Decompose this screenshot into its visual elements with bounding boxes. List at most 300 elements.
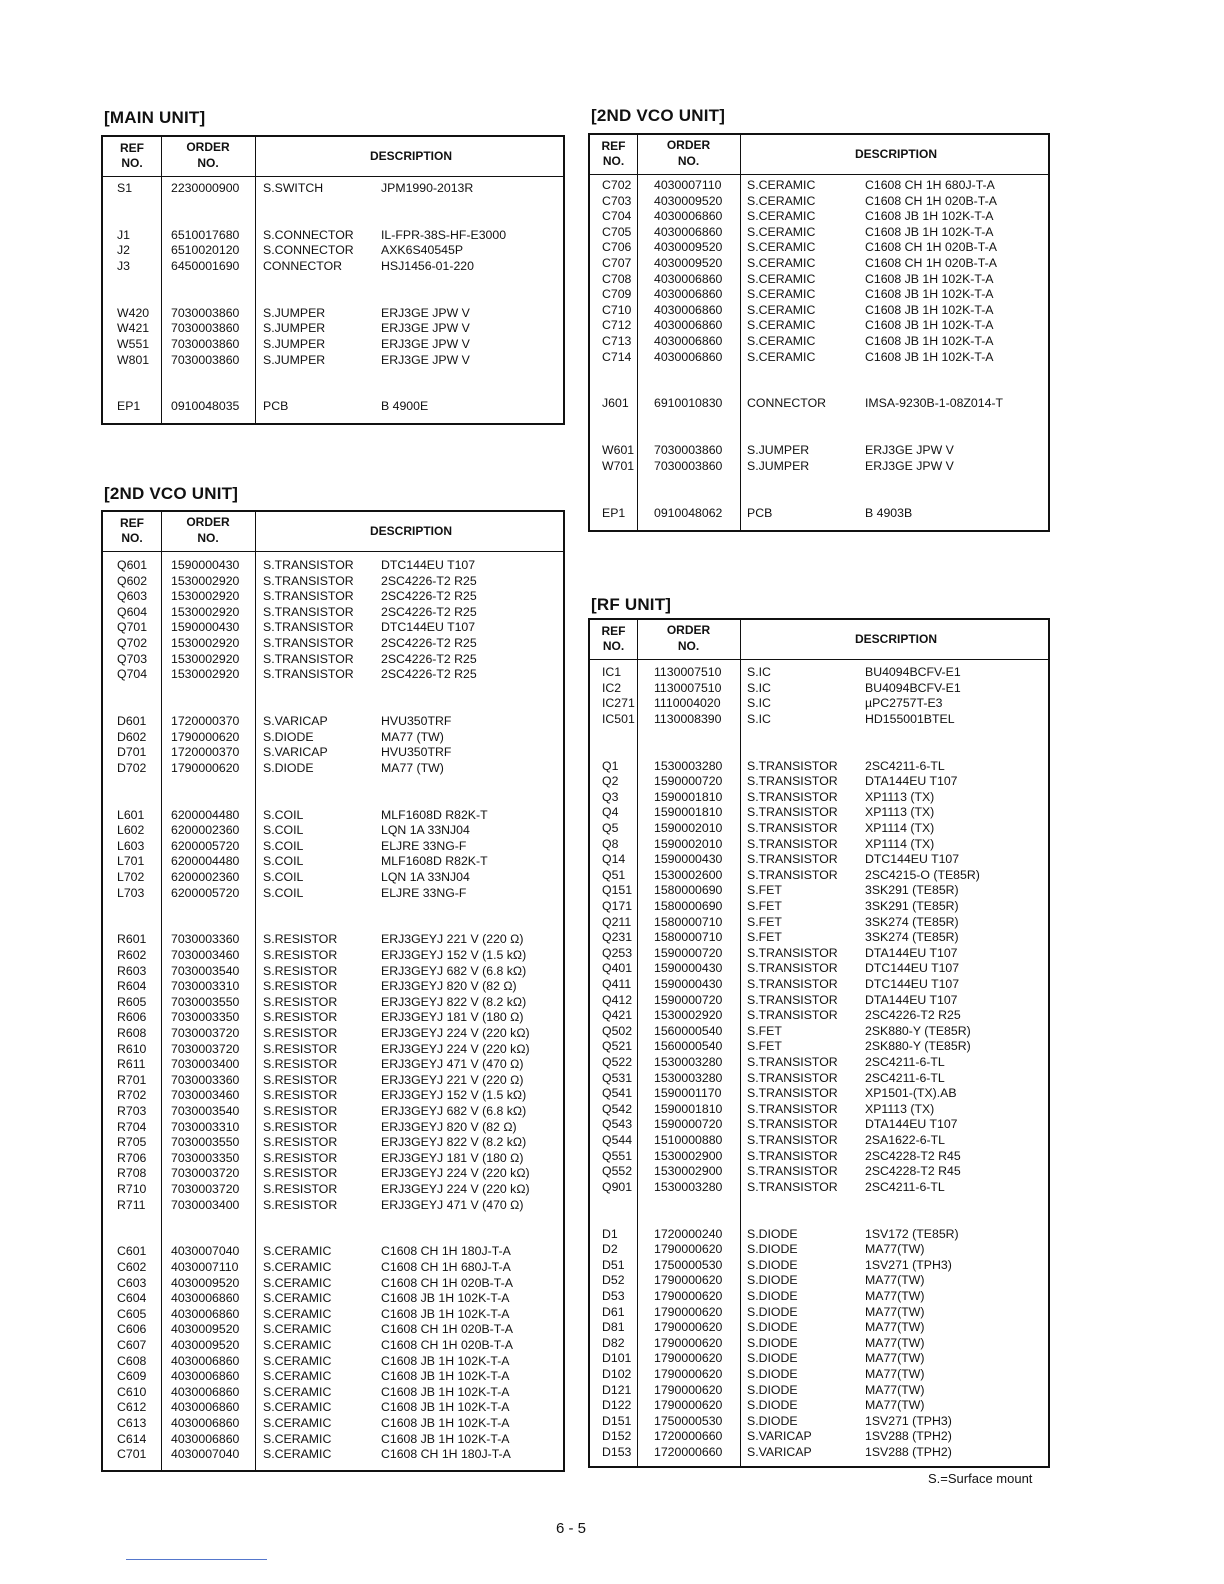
part-number: ERJ3GEYJ 682 V (6.8 kΩ) [381, 963, 527, 978]
order-no: 4030006860 [654, 209, 723, 224]
table-row [590, 1133, 1048, 1149]
table-row [590, 1398, 1048, 1414]
order-no: 1580000710 [654, 930, 723, 945]
table-row [103, 1307, 563, 1323]
order-no: 7030003720 [171, 1166, 240, 1181]
order-no: 1110004020 [654, 696, 721, 711]
order-no: 7030003360 [171, 1072, 240, 1087]
table-row [103, 1260, 563, 1276]
ref-no: W420 [117, 305, 150, 320]
part-type: S.JUMPER [263, 352, 326, 367]
part-type: S.RESISTOR [263, 1010, 338, 1025]
part-number: 2SC4211-6-TL [865, 1055, 945, 1069]
part-type: S.COIL [263, 838, 304, 853]
table-row [103, 870, 563, 886]
part-number: 2SC4226-T2 R25 [381, 667, 477, 682]
order-no: 1530002920 [171, 667, 240, 682]
order-no: 7030003360 [171, 932, 240, 947]
part-type: S.TRANSISTOR [747, 1070, 838, 1085]
part-number: B 4900E [381, 399, 429, 414]
part-type: S.RESISTOR [263, 1197, 338, 1212]
part-number: ERJ3GEYJ 224 V (220 kΩ) [381, 1026, 530, 1040]
table-row [103, 558, 563, 574]
part-type: S.RESISTOR [263, 1026, 338, 1040]
part-type: S.TRANSISTOR [747, 992, 838, 1007]
part-type: S.TRANSISTOR [747, 977, 838, 991]
part-number: ELJRE 33NG-F [381, 885, 467, 900]
ref-no: C603 [117, 1275, 147, 1290]
order-no: 1590000430 [171, 620, 240, 635]
ref-no: Q4 [602, 805, 619, 820]
header-ref-no: NO. [602, 639, 625, 653]
ref-no: Q702 [117, 636, 148, 650]
ref-no: IC271 [602, 696, 635, 711]
ref-no: Q421 [602, 1008, 633, 1023]
order-no: 1580000710 [654, 914, 723, 929]
part-type: S.TRANSISTOR [747, 1133, 838, 1147]
order-no: 4030007040 [171, 1244, 240, 1259]
ref-no: D82 [602, 1335, 625, 1350]
part-number: 2SC4211-6-TL [865, 758, 945, 773]
ref-no: W801 [117, 352, 150, 367]
part-type: S.TRANSISTOR [747, 1101, 838, 1116]
table-row [590, 240, 1048, 256]
table-row [590, 681, 1048, 697]
part-type: S.RESISTOR [263, 1088, 338, 1103]
part-type: S.DIODE [747, 1351, 798, 1366]
part-type: S.CERAMIC [747, 287, 816, 302]
ref-no: D2 [602, 1242, 618, 1257]
part-type: S.TRANSISTOR [747, 867, 838, 882]
table-row [103, 1120, 563, 1136]
table-row [103, 1104, 563, 1120]
header-ref-no: NO. [121, 156, 143, 170]
order-no: 7030003860 [654, 458, 723, 473]
ref-no: C606 [117, 1322, 147, 1337]
part-number: ERJ3GEYJ 471 V (470 Ω) [381, 1197, 524, 1212]
order-no: 7030003720 [171, 1182, 240, 1196]
order-no: 1590000720 [654, 945, 723, 960]
part-type: S.TRANSISTOR [747, 1055, 838, 1069]
table-row [590, 1117, 1048, 1133]
ref-no: W421 [117, 321, 150, 336]
part-type: S.DIODE [747, 1413, 798, 1428]
part-number: ERJ3GE JPW V [381, 337, 470, 351]
order-no: 1720000240 [654, 1226, 723, 1241]
order-no: 4030006860 [171, 1306, 240, 1321]
ref-no: D102 [602, 1367, 632, 1381]
part-number: 2SC4215-O (TE85R) [865, 867, 980, 882]
part-number: MA77 (TW) [381, 729, 444, 744]
ref-no: IC1 [602, 665, 622, 679]
ref-no: J3 [117, 259, 130, 273]
order-no: 1720000660 [654, 1445, 723, 1459]
order-no: 1530002900 [654, 1148, 723, 1163]
ref-no: Q2 [602, 774, 619, 789]
header-ref-no: NO. [121, 531, 143, 545]
part-type: S.SWITCH [263, 181, 324, 195]
order-no: 1590000430 [654, 961, 723, 976]
part-number: ERJ3GEYJ 181 V (180 Ω) [381, 1010, 524, 1025]
part-number: C1608 JB 1H 102K-T-A [865, 302, 994, 317]
part-number: C1608 JB 1H 102K-T-A [381, 1431, 510, 1446]
ref-no: C713 [602, 334, 632, 348]
part-number: 1SV271 (TPH3) [865, 1257, 952, 1272]
ref-no: J2 [117, 243, 130, 258]
table-row [590, 759, 1048, 775]
part-number: 1SV172 (TE85R) [865, 1226, 959, 1241]
part-number: 2SC4226-T2 R25 [381, 604, 477, 619]
part-number: C1608 CH 1H 680J-T-A [865, 178, 995, 192]
order-no: 0910048062 [654, 505, 723, 520]
order-no: 7030003460 [171, 1088, 240, 1103]
ref-no: C605 [117, 1306, 147, 1321]
part-type: S.RESISTOR [263, 994, 338, 1009]
order-no: 1530003280 [654, 1070, 723, 1085]
ref-no: R610 [117, 1041, 147, 1056]
ref-no: IC2 [602, 680, 622, 695]
part-number: ERJ3GEYJ 224 V (220 kΩ) [381, 1041, 530, 1056]
part-type: S.VARICAP [263, 745, 328, 760]
part-type: S.CERAMIC [747, 224, 816, 239]
ref-no: C705 [602, 224, 632, 239]
part-number: XP1113 (TX) [865, 789, 935, 804]
part-number: DTA144EU T107 [865, 945, 958, 960]
part-number: MA77(TW) [865, 1398, 925, 1413]
table-row [590, 194, 1048, 210]
ref-no: L701 [117, 854, 145, 869]
table-row [590, 1164, 1048, 1180]
part-number: XP1501-(TX).AB [865, 1086, 957, 1101]
order-no: 7030003460 [171, 948, 240, 962]
order-no: 7030003350 [171, 1010, 240, 1025]
part-type: S.CERAMIC [747, 209, 816, 224]
table-row [103, 1198, 563, 1214]
ref-no: EP1 [602, 505, 626, 520]
table-row [103, 1088, 563, 1104]
part-type: S.CERAMIC [263, 1431, 332, 1446]
table-row [590, 868, 1048, 884]
order-no: 1530002920 [171, 573, 240, 588]
ref-no: Q602 [117, 573, 148, 588]
table-row [590, 1429, 1048, 1445]
part-number: ERJ3GEYJ 224 V (220 kΩ) [381, 1166, 530, 1181]
order-no: 1130007510 [654, 680, 722, 695]
ref-no: C602 [117, 1260, 147, 1274]
order-no: 1590001170 [654, 1086, 722, 1101]
part-number: DTC144EU T107 [865, 961, 960, 976]
part-type: S.RESISTOR [263, 963, 338, 978]
main-unit-table [101, 135, 565, 425]
table-row [103, 964, 563, 980]
part-number: DTC144EU T107 [865, 852, 960, 867]
order-no: 4030009520 [654, 193, 723, 208]
ref-no: Q521 [602, 1039, 633, 1054]
part-type: S.IC [747, 711, 771, 726]
order-no: 7030003720 [171, 1026, 240, 1040]
part-number: 3SK274 (TE85R) [865, 914, 959, 929]
table-row [103, 589, 563, 605]
table-row [103, 1416, 563, 1432]
part-type: S.CONNECTOR [263, 243, 354, 258]
part-number: 2SC4211-6-TL [865, 1179, 945, 1194]
order-no: 1530002920 [171, 651, 240, 666]
part-type: S.JUMPER [747, 443, 810, 458]
vco-right-title: [2ND VCO UNIT] [591, 106, 726, 125]
part-number: DTC144EU T107 [865, 977, 960, 991]
order-no: 1530002920 [171, 589, 240, 604]
order-no: 1790000620 [654, 1351, 723, 1366]
part-type: S.IC [747, 665, 771, 679]
order-no: 6200004480 [171, 854, 240, 869]
header-order: ORDER [186, 515, 230, 529]
ref-no: Q412 [602, 992, 633, 1007]
table-row [590, 930, 1048, 946]
table-row [103, 306, 563, 322]
table-row [103, 1291, 563, 1307]
table-row [103, 243, 563, 259]
part-number: 3SK274 (TE85R) [865, 930, 959, 945]
part-number: C1608 CH 1H 020B-T-A [381, 1275, 513, 1290]
part-type: S.DIODE [747, 1289, 798, 1303]
part-number: HVU350TRF [381, 745, 452, 760]
table-row [103, 1338, 563, 1354]
order-no: 1750000530 [654, 1257, 723, 1272]
part-number: MA77(TW) [865, 1273, 925, 1288]
ref-no: D602 [117, 729, 147, 744]
part-type: S.DIODE [747, 1304, 798, 1319]
table-row [590, 1180, 1048, 1196]
part-number: 1SV288 (TPH2) [865, 1429, 952, 1444]
part-type: S.VARICAP [747, 1445, 812, 1459]
header-description: DESCRIPTION [369, 149, 452, 163]
part-type: S.DIODE [263, 760, 314, 775]
part-type: S.CERAMIC [263, 1369, 332, 1384]
part-number: DTC144EU T107 [381, 558, 476, 572]
ref-no: C714 [602, 349, 632, 364]
order-no: 1580000690 [654, 899, 723, 913]
ref-no: C712 [602, 318, 632, 333]
table-row [590, 1039, 1048, 1055]
ref-no: Q5 [602, 821, 619, 835]
table-row [590, 318, 1048, 334]
part-type: S.DIODE [263, 729, 314, 744]
ref-no: Q544 [602, 1133, 633, 1147]
part-type: S.CERAMIC [263, 1275, 332, 1290]
ref-no: C701 [117, 1447, 147, 1462]
table-row [103, 1026, 563, 1042]
order-no: 1590000720 [654, 992, 723, 1007]
order-no: 1560000540 [654, 1023, 723, 1038]
table-row [103, 823, 563, 839]
table-row [590, 899, 1048, 915]
ref-no: J601 [602, 396, 629, 411]
order-no: 7030003550 [171, 1135, 240, 1150]
part-type: S.TRANSISTOR [263, 573, 354, 588]
part-type: S.IC [747, 696, 771, 711]
part-number: C1608 JB 1H 102K-T-A [865, 349, 994, 364]
part-type: S.CERAMIC [747, 256, 816, 270]
part-number: BU4094BCFV-E1 [865, 680, 961, 695]
part-number: MLF1608D R82K-T [381, 807, 488, 822]
rf-unit-table [588, 618, 1050, 1468]
order-no: 1790000620 [171, 760, 240, 775]
ref-no: R702 [117, 1088, 147, 1103]
ref-no: R706 [117, 1150, 147, 1165]
ref-no: Q901 [602, 1179, 633, 1194]
ref-no: D121 [602, 1382, 632, 1397]
part-type: S.CERAMIC [263, 1306, 332, 1321]
part-type: S.TRANSISTOR [747, 1117, 838, 1132]
order-no: 1130008390 [654, 711, 722, 726]
ref-no: L601 [117, 807, 145, 822]
order-no: 1590000720 [654, 774, 723, 789]
header-order-no: NO. [197, 156, 219, 170]
order-no: 1530002900 [654, 1164, 723, 1179]
part-type: S.TRANSISTOR [747, 836, 838, 851]
part-type: S.RESISTOR [263, 1057, 338, 1072]
order-no: 1720000370 [171, 714, 240, 728]
table-row [590, 1102, 1048, 1118]
table-row [590, 350, 1048, 366]
ref-no: R603 [117, 963, 147, 978]
part-type: S.TRANSISTOR [263, 636, 354, 650]
order-no: 7030003550 [171, 994, 240, 1009]
table-row [103, 636, 563, 652]
part-number: XP1114 (TX) [865, 821, 935, 835]
part-type: PCB [747, 505, 773, 520]
ref-no: R705 [117, 1135, 147, 1150]
part-number: MA77(TW) [865, 1242, 925, 1257]
ref-no: C709 [602, 287, 632, 302]
ref-no: Q541 [602, 1086, 633, 1101]
ref-no: R710 [117, 1182, 147, 1196]
part-number: LQN 1A 33NJ04 [381, 823, 470, 838]
table-row [103, 1369, 563, 1385]
part-number: AXK6S40545P [381, 243, 464, 258]
order-no: 7030003350 [171, 1150, 240, 1165]
part-type: S.CERAMIC [263, 1291, 332, 1306]
part-number: XP1113 (TX) [865, 1101, 935, 1116]
ref-no: C710 [602, 302, 632, 317]
part-number: MA77(TW) [865, 1367, 925, 1381]
part-number: XP1114 (TX) [865, 836, 935, 851]
part-number: HD155001BTEL [865, 711, 955, 726]
table-row [103, 353, 563, 369]
header-order: ORDER [666, 623, 711, 637]
order-no: 1530003280 [654, 1055, 723, 1069]
part-type: S.CERAMIC [263, 1447, 332, 1462]
ref-no: R602 [117, 948, 147, 962]
part-type: S.CERAMIC [263, 1322, 332, 1337]
ref-no: C702 [602, 178, 632, 192]
order-no: 1590000430 [654, 977, 723, 991]
part-type: S.TRANSISTOR [747, 758, 838, 773]
ref-no: L703 [117, 885, 145, 900]
order-no: 7030003540 [171, 1104, 240, 1118]
part-type: S.DIODE [747, 1398, 798, 1413]
part-type: S.TRANSISTOR [263, 620, 354, 635]
part-number: DTC144EU T107 [381, 620, 476, 635]
ref-no: R604 [117, 979, 147, 994]
part-number: C1608 JB 1H 102K-T-A [865, 334, 994, 348]
order-no: 6200005720 [171, 838, 240, 853]
table-row [103, 995, 563, 1011]
part-type: S.VARICAP [263, 714, 328, 728]
order-no: 7030003860 [654, 443, 723, 458]
table-row [590, 1336, 1048, 1352]
table-row [590, 1008, 1048, 1024]
table-row [590, 256, 1048, 272]
part-type: S.COIL [263, 854, 304, 869]
part-number: ERJ3GEYJ 152 V (1.5 kΩ) [381, 948, 527, 962]
footnote: S.=Surface mount [928, 1471, 1033, 1486]
table-row [103, 652, 563, 668]
divider-line [126, 1559, 267, 1560]
order-no: 7030003400 [171, 1057, 240, 1072]
table-row [103, 259, 563, 275]
table-row [103, 337, 563, 353]
table-row [590, 1289, 1048, 1305]
table-row [590, 1383, 1048, 1399]
part-number: 2SC4226-T2 R25 [865, 1008, 961, 1023]
ref-no: D701 [117, 745, 147, 760]
part-type: S.CERAMIC [747, 349, 816, 364]
order-no: 7030003310 [171, 1119, 240, 1134]
part-number: ERJ3GEYJ 471 V (470 Ω) [381, 1057, 524, 1072]
part-type: S.TRANSISTOR [747, 821, 838, 835]
part-type: S.FET [747, 1023, 782, 1038]
part-type: S.CERAMIC [263, 1338, 332, 1352]
table-row [103, 574, 563, 590]
ref-no: D61 [602, 1304, 625, 1319]
table-row [590, 287, 1048, 303]
order-no: 4030006860 [654, 334, 723, 348]
ref-no: C707 [602, 256, 632, 270]
order-no: 4030006860 [171, 1291, 240, 1306]
table-row [590, 1258, 1048, 1274]
header-order: ORDER [666, 138, 711, 152]
part-number: ELJRE 33NG-F [381, 838, 467, 853]
ref-no: L602 [117, 823, 145, 838]
part-number: µPC2757T-E3 [865, 696, 943, 711]
part-number: C1608 CH 1H 020B-T-A [381, 1322, 513, 1337]
ref-no: D152 [602, 1429, 632, 1444]
order-no: 7030003860 [171, 305, 240, 320]
part-number: BU4094BCFV-E1 [865, 665, 961, 679]
order-no: 7030003720 [171, 1041, 240, 1056]
order-no: 6510017680 [171, 227, 240, 242]
table-row [590, 334, 1048, 350]
part-type: S.TRANSISTOR [263, 604, 354, 619]
order-no: 7030003540 [171, 963, 240, 978]
table-row [103, 730, 563, 746]
part-type: S.RESISTOR [263, 1182, 338, 1196]
table-row [103, 181, 563, 197]
part-type: S.TRANSISTOR [747, 961, 838, 976]
part-number: MA77(TW) [865, 1335, 925, 1350]
part-type: S.TRANSISTOR [263, 667, 354, 682]
part-type: S.DIODE [747, 1226, 798, 1241]
part-type: S.TRANSISTOR [747, 774, 838, 789]
table-row [590, 1055, 1048, 1071]
part-number: ERJ3GEYJ 152 V (1.5 kΩ) [381, 1088, 527, 1103]
order-no: 7030003400 [171, 1197, 240, 1212]
part-number: C1608 JB 1H 102K-T-A [865, 318, 994, 333]
part-type: S.COIL [263, 870, 304, 884]
part-type: S.TRANSISTOR [747, 1164, 838, 1179]
part-type: CONNECTOR [747, 396, 827, 411]
